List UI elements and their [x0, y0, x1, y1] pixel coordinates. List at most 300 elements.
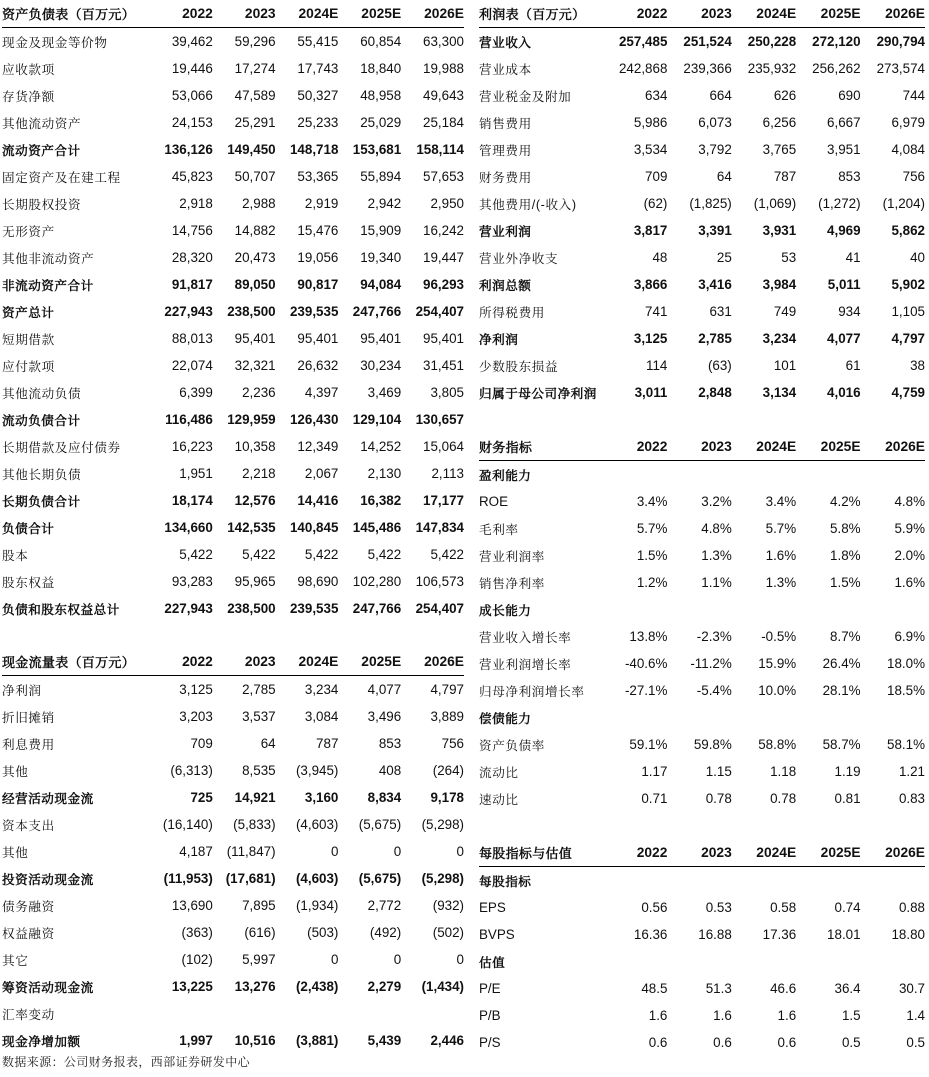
- cell-value: 58.7%: [822, 737, 861, 752]
- year-header: 2023: [213, 648, 276, 676]
- table-row: [479, 921, 925, 948]
- table-row: [479, 82, 925, 109]
- year-header: 2022: [603, 839, 667, 867]
- cell-value: 46.6: [770, 981, 797, 996]
- cell-value: 17.36: [762, 927, 797, 942]
- cell-value: 60,854: [360, 34, 402, 49]
- table-row: [2, 892, 464, 919]
- cell-value: 6,073: [698, 115, 732, 130]
- cell-value: 3,984: [762, 277, 797, 292]
- right-column: [479, 0, 925, 1056]
- cell-value: 756: [441, 736, 464, 751]
- cell-value: (6,313): [170, 763, 213, 778]
- cell-value: 3,469: [367, 385, 402, 400]
- table-row: [479, 677, 925, 704]
- cell-value: 3,792: [698, 142, 732, 157]
- cell-value: 2,772: [367, 898, 402, 913]
- cell-value: 14,252: [360, 439, 402, 454]
- cell-value: (1,204): [882, 196, 925, 211]
- cell-value: 1.5%: [636, 548, 668, 563]
- row-label: 净利润: [2, 684, 42, 698]
- cell-value: 1.6: [648, 1008, 668, 1023]
- row-label: 筹资活动现金流: [2, 981, 94, 995]
- cell-value: 256,262: [812, 61, 861, 76]
- cell-value: -0.5%: [761, 629, 797, 644]
- cell-value: 18.5%: [887, 683, 925, 698]
- cell-value: 95,401: [234, 331, 276, 346]
- cell-value: 1,951: [179, 466, 213, 481]
- cell-value: 102,280: [352, 574, 402, 589]
- cell-value: 741: [645, 304, 668, 319]
- cell-value: 749: [773, 304, 797, 319]
- row-label: 营业利润: [479, 225, 532, 239]
- table-row: [479, 55, 925, 82]
- cell-value: 238,500: [227, 304, 276, 319]
- cell-value: 48: [652, 250, 668, 265]
- cell-value: 64: [260, 736, 276, 751]
- cell-value: 6,399: [179, 385, 213, 400]
- cell-value: 3,234: [762, 331, 797, 346]
- cell-value: 787: [773, 169, 797, 184]
- row-label: 现金及现金等价物: [2, 36, 108, 50]
- cell-value: 0: [456, 952, 464, 967]
- row-label: 权益融资: [2, 927, 55, 941]
- cell-value: 1.5%: [830, 575, 861, 590]
- row-label: 管理费用: [479, 144, 532, 158]
- year-header: 2026E: [401, 648, 464, 676]
- cell-value: 4,969: [827, 223, 861, 238]
- cell-value: 257,485: [618, 34, 668, 49]
- cell-value: [861, 596, 925, 623]
- cell-value: (616): [244, 925, 276, 940]
- cell-value: 3,931: [762, 223, 797, 238]
- row-label: 利息费用: [2, 738, 55, 752]
- table-row: [479, 975, 925, 1002]
- row-label: 归母净利润增长率: [479, 685, 585, 699]
- year-header: 2023: [667, 839, 731, 867]
- row-label: 其他流动负债: [2, 387, 82, 401]
- cell-value: (102): [181, 952, 213, 967]
- cell-value: 2,279: [367, 979, 402, 994]
- year-header: 2024E: [732, 839, 796, 867]
- table-row: [479, 569, 925, 596]
- table-row: [479, 623, 925, 650]
- cell-value: [861, 461, 925, 489]
- cell-value: 19,340: [360, 250, 402, 265]
- row-label: 无形资产: [2, 225, 55, 239]
- year-header: 2026E: [861, 0, 925, 28]
- cell-value: 15.9%: [758, 656, 797, 671]
- cell-value: 1.1%: [701, 575, 732, 590]
- cell-value: 16.88: [698, 927, 732, 942]
- cell-value: (503): [307, 925, 339, 940]
- row-label: 资产负债率: [479, 739, 545, 753]
- cell-value: [861, 704, 925, 731]
- cell-value: 0.78: [770, 791, 797, 806]
- cell-value: 2,130: [367, 466, 402, 481]
- cell-value: 63,300: [423, 34, 464, 49]
- cell-value: 3,160: [304, 790, 339, 805]
- row-label: 营业外净收支: [479, 252, 559, 266]
- cell-value: (5,298): [421, 871, 464, 886]
- cell-value: 1.17: [641, 764, 668, 779]
- row-label: 销售净利率: [479, 577, 545, 591]
- cell-value: 49,643: [423, 88, 464, 103]
- cell-value: 26.4%: [822, 656, 861, 671]
- cell-value: 31,451: [423, 358, 464, 373]
- row-label: 经营活动现金流: [2, 792, 94, 806]
- cell-value: (264): [432, 763, 464, 778]
- cell-value: (17,681): [225, 871, 276, 886]
- per-share-table: [479, 839, 925, 1056]
- row-label: 偿债能力: [479, 712, 532, 726]
- cell-value: 238,500: [227, 601, 276, 616]
- row-label: 速动比: [479, 793, 519, 807]
- cell-value: 90,817: [297, 277, 339, 292]
- table-row: [2, 757, 464, 784]
- cell-value: 5,422: [179, 547, 213, 562]
- row-label: BVPS: [479, 927, 515, 942]
- cell-value: 239,535: [289, 601, 339, 616]
- cell-value: 149,450: [227, 142, 276, 157]
- cell-value: 5,422: [304, 547, 339, 562]
- table-row: [2, 406, 464, 433]
- cell-value: 0.5: [906, 1035, 925, 1050]
- cell-value: [603, 704, 667, 731]
- table-row: [479, 515, 925, 542]
- cell-value: 2,067: [304, 466, 339, 481]
- cell-value: 8,834: [367, 790, 402, 805]
- cell-value: [667, 596, 731, 623]
- cell-value: (492): [369, 925, 402, 940]
- cell-value: 28.1%: [822, 683, 861, 698]
- table-row: [2, 568, 464, 595]
- year-header: 2025E: [796, 839, 860, 867]
- cell-value: 53,066: [171, 88, 213, 103]
- cell-value: [667, 948, 731, 975]
- cell-value: 0.74: [834, 900, 861, 915]
- cell-value: 0.71: [641, 791, 668, 806]
- row-label: 净利润: [479, 333, 519, 347]
- row-label: 流动比: [479, 766, 519, 780]
- cell-value: 3,866: [633, 277, 668, 292]
- cell-value: 1.5: [841, 1008, 861, 1023]
- cell-value: -40.6%: [624, 656, 668, 671]
- cell-value: 756: [902, 169, 925, 184]
- cell-value: [732, 867, 796, 895]
- table-row: [2, 487, 464, 514]
- section-row: [479, 461, 925, 489]
- cell-value: 0.81: [834, 791, 861, 806]
- section-row: [479, 704, 925, 731]
- cell-value: 145,486: [352, 520, 402, 535]
- table-row: [479, 325, 925, 352]
- cell-value: 5.7%: [636, 521, 668, 536]
- table-row: [479, 894, 925, 921]
- cell-value: 3,951: [827, 142, 861, 157]
- cell-value: 136,126: [164, 142, 213, 157]
- cell-value: 140,845: [289, 520, 339, 535]
- cell-value: 8.7%: [830, 629, 861, 644]
- cell-value: [667, 461, 731, 489]
- cell-value: 2,950: [430, 196, 464, 211]
- row-label: 资产总计: [2, 306, 55, 320]
- cell-value: 3,011: [634, 385, 668, 400]
- cell-value: (5,675): [358, 817, 402, 832]
- cell-value: 787: [316, 736, 339, 751]
- row-label: 营业收入: [479, 36, 532, 50]
- cell-value: [603, 948, 667, 975]
- cell-value: 4.8%: [701, 521, 732, 536]
- cell-value: 1.19: [834, 764, 861, 779]
- table-row: [479, 542, 925, 569]
- cell-value: 5,902: [891, 277, 925, 292]
- cell-value: (5,833): [233, 817, 276, 832]
- cell-value: (4,603): [295, 871, 339, 886]
- table-row: [479, 1029, 925, 1056]
- cell-value: 94,084: [360, 277, 402, 292]
- row-label: 应收款项: [2, 63, 55, 77]
- row-label: 其他: [2, 765, 29, 779]
- cell-value: 2,446: [430, 1033, 464, 1048]
- cell-value: [213, 1000, 276, 1027]
- cell-value: 1.6: [713, 1008, 732, 1023]
- cell-value: 50,327: [297, 88, 339, 103]
- cell-value: 2,236: [242, 385, 276, 400]
- cell-value: 14,921: [234, 790, 276, 805]
- cell-value: 664: [709, 88, 732, 103]
- year-header: 2023: [213, 0, 276, 28]
- table-title: 资产负债表（百万元）: [2, 0, 150, 28]
- row-label: 营业收入增长率: [479, 631, 572, 645]
- cell-value: [796, 596, 860, 623]
- cell-value: 147,834: [415, 520, 464, 535]
- cell-value: 41: [845, 250, 861, 265]
- cell-value: 55,415: [297, 34, 339, 49]
- cell-value: -2.3%: [696, 629, 732, 644]
- cell-value: 3,203: [179, 709, 213, 724]
- cell-value: 57,653: [423, 169, 464, 184]
- cell-value: 3,537: [242, 709, 276, 724]
- row-label: 流动负债合计: [2, 414, 81, 428]
- cell-value: (1,069): [753, 196, 797, 211]
- cell-value: 251,524: [683, 34, 732, 49]
- cell-value: 129,959: [227, 412, 276, 427]
- cell-value: 3.4%: [636, 494, 668, 509]
- row-label: 非流动资产合计: [2, 279, 94, 293]
- cell-value: 130,657: [415, 412, 464, 427]
- cell-value: 47,589: [234, 88, 276, 103]
- cell-value: 4,797: [891, 331, 925, 346]
- cell-value: 95,401: [423, 331, 464, 346]
- cell-value: 98,690: [297, 574, 339, 589]
- cell-value: 725: [190, 790, 213, 805]
- cell-value: 2,113: [431, 466, 464, 481]
- cell-value: 4,397: [304, 385, 339, 400]
- cell-value: [667, 867, 731, 895]
- cell-value: [732, 704, 796, 731]
- cell-value: 2,988: [242, 196, 276, 211]
- table-row: [2, 703, 464, 730]
- table-row: [479, 785, 925, 812]
- row-label: 销售费用: [479, 117, 532, 131]
- cell-value: 0.6: [777, 1035, 797, 1050]
- year-header: 2022: [603, 433, 667, 461]
- cell-value: 0.78: [705, 791, 732, 806]
- section-row: [479, 596, 925, 623]
- cell-value: 3,765: [762, 142, 797, 157]
- row-label: P/B: [479, 1008, 501, 1023]
- cell-value: 106,573: [415, 574, 464, 589]
- cell-value: 1.6%: [765, 548, 797, 563]
- cell-value: 690: [838, 88, 861, 103]
- header-row: [2, 648, 464, 676]
- cell-value: 254,407: [415, 601, 464, 616]
- cell-value: (4,603): [295, 817, 339, 832]
- row-label: 股本: [2, 549, 29, 563]
- table-row: [479, 731, 925, 758]
- cell-value: 5.8%: [830, 521, 861, 536]
- cell-value: 5,422: [367, 547, 402, 562]
- cell-value: 934: [838, 304, 861, 319]
- cell-value: 18.80: [891, 927, 925, 942]
- balance-sheet-table: [2, 0, 464, 622]
- row-label: 长期负债合计: [2, 495, 81, 509]
- cell-value: 290,794: [876, 34, 925, 49]
- cell-value: 3.4%: [765, 494, 797, 509]
- cell-value: 10.0%: [758, 683, 797, 698]
- cell-value: [338, 1000, 401, 1027]
- cash-flow-table: [2, 648, 464, 1054]
- table-row: [2, 973, 464, 1000]
- cell-value: 1.3%: [765, 575, 797, 590]
- table-row: [2, 136, 464, 163]
- cell-value: 5.9%: [894, 521, 925, 536]
- row-label: P/E: [479, 981, 501, 996]
- cell-value: 53,365: [297, 169, 339, 184]
- table-row: [2, 946, 464, 973]
- table-row: [2, 352, 464, 379]
- cell-value: 1.4: [906, 1008, 925, 1023]
- cell-value: 0.6: [713, 1035, 732, 1050]
- cell-value: 250,228: [747, 34, 797, 49]
- cell-value: 1.21: [898, 764, 925, 779]
- cell-value: 239,535: [289, 304, 339, 319]
- table-row: [2, 379, 464, 406]
- cell-value: -5.4%: [696, 683, 732, 698]
- cell-value: (2,438): [295, 979, 339, 994]
- cell-value: 3,889: [430, 709, 464, 724]
- cell-value: 158,114: [416, 142, 464, 157]
- year-header: 2025E: [338, 648, 401, 676]
- cell-value: 6,256: [762, 115, 797, 130]
- cell-value: 227,943: [164, 304, 213, 319]
- cell-value: 239,366: [683, 61, 732, 76]
- cell-value: 1,997: [179, 1033, 213, 1048]
- cell-value: [796, 704, 860, 731]
- cell-value: 5,422: [242, 547, 276, 562]
- cell-value: -11.2%: [690, 656, 732, 671]
- cell-value: (16,140): [162, 817, 213, 832]
- cell-value: 5,439: [367, 1033, 402, 1048]
- cell-value: 17,274: [234, 61, 276, 76]
- year-header: 2022: [150, 0, 213, 28]
- table-row: [2, 811, 464, 838]
- cell-value: [603, 867, 667, 895]
- cell-value: 3.2%: [701, 494, 732, 509]
- cell-value: 4,797: [430, 682, 464, 697]
- cell-value: 5,997: [242, 952, 276, 967]
- cell-value: 3,234: [304, 682, 339, 697]
- table-row: [2, 217, 464, 244]
- table-row: [2, 325, 464, 352]
- table-row: [2, 919, 464, 946]
- table-row: [2, 541, 464, 568]
- cell-value: 15,064: [423, 439, 464, 454]
- row-label: P/S: [479, 1035, 501, 1050]
- cell-value: 59,296: [234, 34, 276, 49]
- row-label: 少数股东损益: [479, 360, 559, 374]
- cell-value: 13,225: [171, 979, 213, 994]
- cell-value: 16,242: [423, 223, 464, 238]
- cell-value: 3,817: [633, 223, 668, 238]
- cell-value: (3,945): [295, 763, 339, 778]
- cell-value: 1.8%: [830, 548, 861, 563]
- header-row: [479, 433, 925, 461]
- cell-value: 28,320: [171, 250, 213, 265]
- table-row: [2, 82, 464, 109]
- cell-value: 40: [910, 250, 925, 265]
- cell-value: 25,291: [234, 115, 276, 130]
- table-row: [2, 460, 464, 487]
- row-label: 短期借款: [2, 333, 55, 347]
- cell-value: 3,125: [179, 682, 213, 697]
- table-row: [479, 217, 925, 244]
- cell-value: [603, 596, 667, 623]
- row-label: 资本支出: [2, 819, 55, 833]
- row-label: 流动资产合计: [2, 144, 81, 158]
- table-row: [479, 28, 925, 56]
- cell-value: 5,986: [633, 115, 668, 130]
- table-row: [479, 298, 925, 325]
- cell-value: 30.7: [898, 981, 925, 996]
- cell-value: 101: [773, 358, 797, 373]
- row-label: 每股指标: [479, 875, 532, 889]
- cell-value: 4.2%: [830, 494, 861, 509]
- year-header: 2026E: [401, 0, 464, 28]
- row-label: 其他长期负债: [2, 468, 82, 482]
- cell-value: 0.6: [648, 1035, 668, 1050]
- table-row: [479, 352, 925, 379]
- cell-value: 13,690: [171, 898, 213, 913]
- year-header: 2026E: [861, 839, 925, 867]
- table-row: [2, 595, 464, 622]
- cell-value: 9,178: [430, 790, 464, 805]
- cell-value: (363): [181, 925, 213, 940]
- cell-value: 2,848: [698, 385, 732, 400]
- cell-value: 1.6%: [894, 575, 925, 590]
- cell-value: 24,153: [171, 115, 213, 130]
- cell-value: (62): [643, 196, 668, 211]
- row-label: 投资活动现金流: [2, 873, 94, 887]
- cell-value: 10,358: [234, 439, 276, 454]
- cell-value: 18,174: [171, 493, 213, 508]
- cell-value: 48.5: [641, 981, 668, 996]
- cell-value: 6,979: [891, 115, 925, 130]
- cell-value: 58.1%: [887, 737, 925, 752]
- cell-value: 22,074: [171, 358, 213, 373]
- year-header: 2026E: [861, 433, 925, 461]
